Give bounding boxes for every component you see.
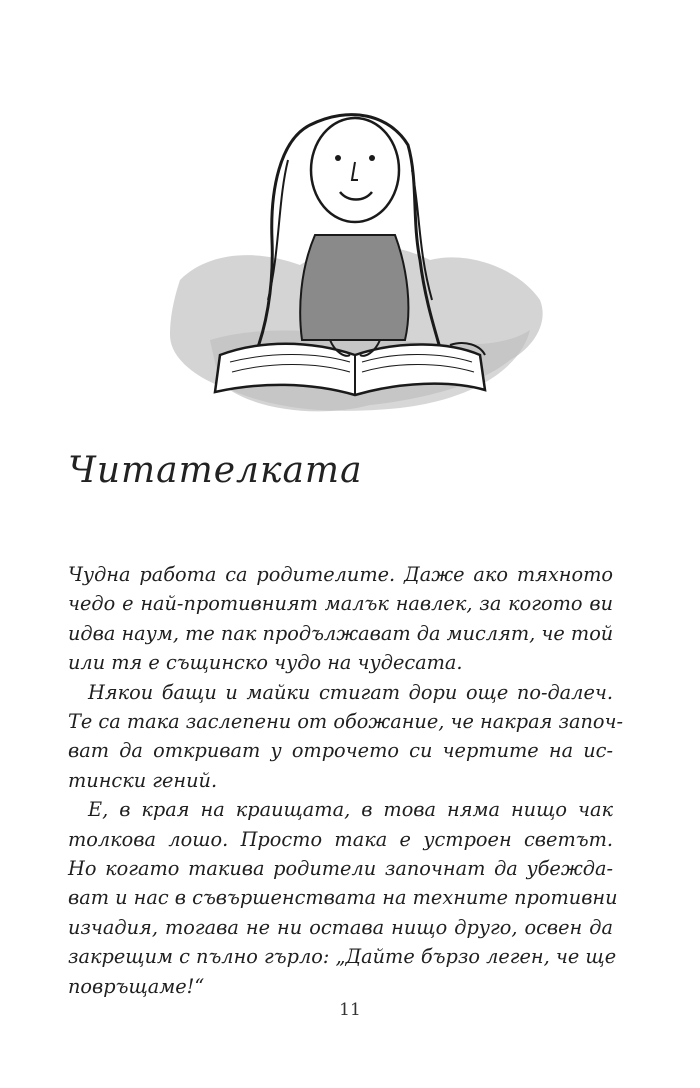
text-line: ват и нас в съвършенствата на техните противни [68, 886, 618, 910]
text-line: Чудна работа са родителите. Даже ако тяхното [68, 563, 613, 586]
text-line: Някои бащи и майки стигат дори още по-далеч. [88, 680, 613, 704]
text-line: повръщаме!“ [68, 974, 205, 998]
chapter-title: Читателката [68, 450, 363, 491]
text-line: Е, в края на краищата, в това няма нищо чак [88, 798, 613, 822]
text-line: идва наум, те пак продължават да мислят, че той [68, 621, 614, 645]
illustration-svg [150, 100, 560, 440]
text-line: ват да откриват у отрочето си чертите на ис- [68, 739, 613, 763]
page-number: 11 [339, 1000, 361, 1020]
girl-reading-book-illustration [150, 100, 560, 440]
text-line: Но когато такива родители започнат да убежда- [68, 857, 613, 881]
text-line: тински гений. [68, 768, 218, 792]
chapter-body-text [68, 560, 624, 1001]
text-line: Те са така заслепени от обожание, че накрая започ- [68, 710, 624, 734]
text-line: изчадия, тогава не ни остава нищо друго, освен да [68, 915, 613, 939]
text-line: чедо е най-противният малък навлек, за когото ви [68, 592, 613, 616]
text-line: толкова лошо. Просто така е устроен светът. [68, 827, 613, 851]
text-line: или тя е същинско чудо на чудесата. [68, 651, 463, 675]
text-line: закрещим с пълно гърло: „Дайте бързо леген, че ще [68, 945, 617, 969]
